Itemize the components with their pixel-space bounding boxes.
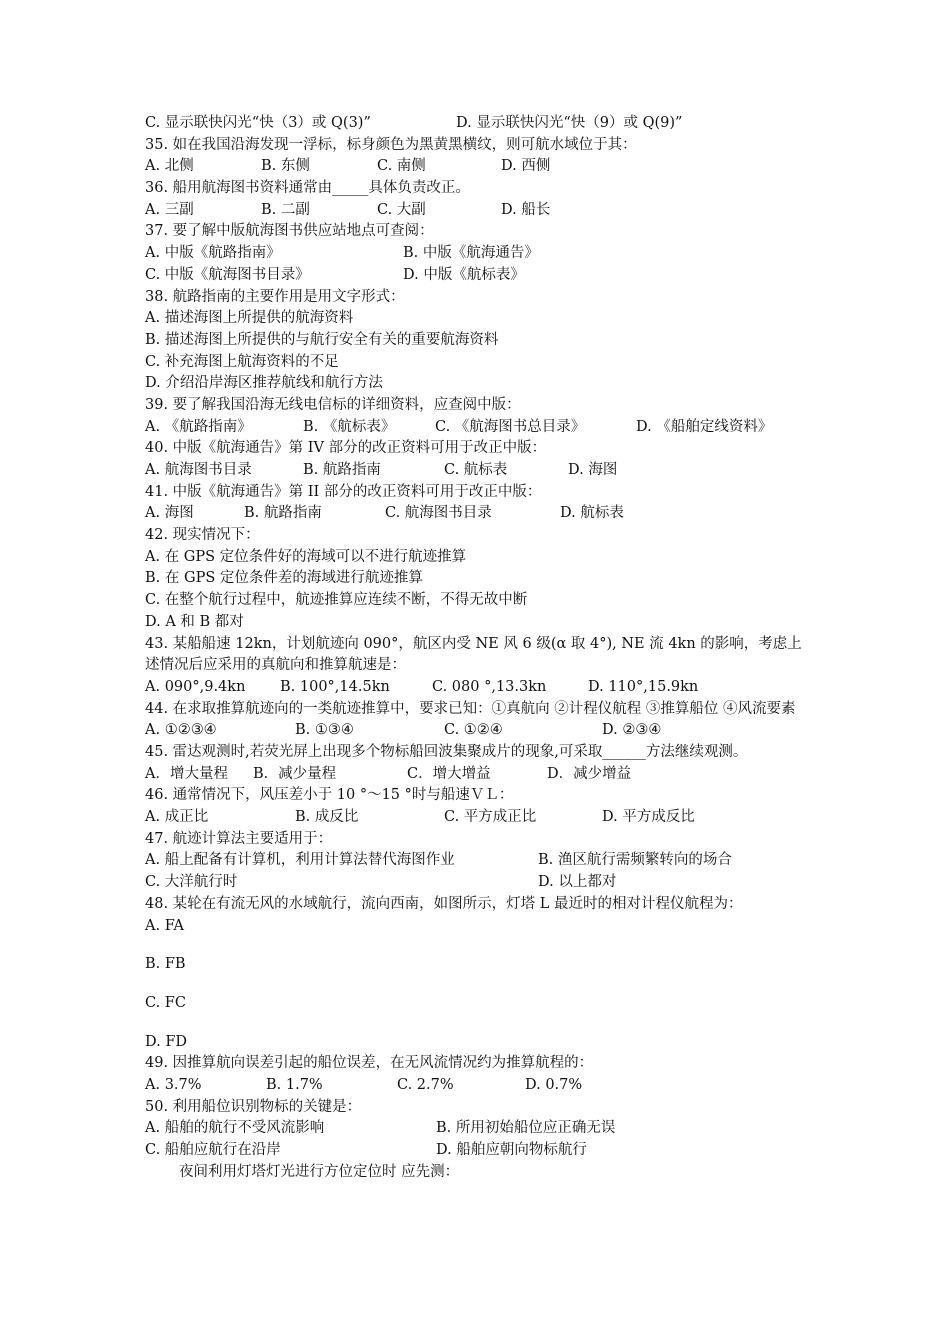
option-d: D. 中版《航标表》 <box>403 266 525 283</box>
option-d: D. FD <box>145 1033 188 1050</box>
option-a: A. ①②③④ <box>145 722 217 739</box>
option-b: B. 中版《航海通告》 <box>403 245 539 262</box>
option-d: D. ②③④ <box>602 722 662 739</box>
question-39-options <box>145 417 815 439</box>
option-c: C. 大副 <box>377 201 426 218</box>
option-c: C. 航海图书目录 <box>385 505 492 522</box>
option-a: A. 船上配备有计算机，利用计算法替代海图作业 <box>145 852 455 869</box>
option-b: B. FB <box>145 956 186 973</box>
question-34-options <box>145 113 815 135</box>
question-47-options-row2 <box>145 872 815 894</box>
option-a: A. 在 GPS 定位条件好的海域可以不进行航迹推算 <box>145 548 467 565</box>
option-b: B. 描述海图上所提供的与航行安全有关的重要航海资料 <box>145 331 499 348</box>
option-d: D. 西侧 <box>501 158 551 175</box>
option-d: D. 介绍沿岸海区推荐航线和航行方法 <box>145 375 383 392</box>
option-d: D. A 和 B 都对 <box>145 613 244 630</box>
question-42: 42. 现实情况下： <box>145 527 260 544</box>
option-b: B. 100°,14.5kn <box>280 678 390 695</box>
question-44-options <box>145 720 815 742</box>
question-44: 44. 在求取推算航迹向的一类航迹推算中，要求已知：①真航向 ②计程仪航程 ③推算船位 ④风流要素 <box>145 700 796 717</box>
question-35-options <box>145 156 815 178</box>
question-48: 48. 某轮在有流无风的水域航行，流向西南，如图所示，灯塔 L 最近时的相对计程仪航程为： <box>145 895 743 912</box>
question-49-options <box>145 1075 815 1097</box>
option-d: D. 以上都对 <box>538 874 617 891</box>
option-a: A. 中版《航路指南》 <box>145 245 281 262</box>
option-b: B. 东侧 <box>261 158 310 175</box>
option-b: B. 二副 <box>261 201 310 218</box>
question-50: 50. 利用船位识别物标的关键是： <box>145 1098 362 1115</box>
question-47: 47. 航迹计算法主要适用于： <box>145 830 333 847</box>
question-50-options-row2 <box>145 1140 815 1162</box>
option-c: C. 《航海图书总目录》 <box>435 418 586 435</box>
question-43: 43. 某船船速 12kn，计划航迹向 090°，航区内受 NE 风 6 级(α 取 4°), NE 流 4kn 的影响，考虑上述情况后应采用的真航向和推算航速是： <box>145 635 802 674</box>
option-d: D. 平方成反比 <box>602 809 695 826</box>
option-c: C. FC <box>145 994 186 1011</box>
question-37-options-row1 <box>145 243 815 265</box>
option-c: C. 船舶应航行在沿岸 <box>145 1142 281 1158</box>
question-40: 40. 中版《航海通告》第 IV 部分的改正资料可用于改正中版： <box>145 440 547 457</box>
question-41-options <box>145 503 815 525</box>
option-c: C. 南侧 <box>377 158 426 175</box>
option-d: D. 海图 <box>568 462 618 478</box>
option-c: C. 2.7% <box>397 1076 454 1093</box>
option-b: B. 航路指南 <box>244 505 322 522</box>
question-37: 37. 要了解中版航海图书供应站地点可查阅： <box>145 223 434 240</box>
trailing-question: 夜间利用灯塔灯光进行方位定位时 应先测： <box>179 1163 460 1180</box>
option-c: C. 080 °,13.3kn <box>432 678 547 695</box>
option-d: D. 0.7% <box>525 1076 583 1093</box>
option-b: B. ①③④ <box>295 722 354 739</box>
question-43-options <box>145 677 815 699</box>
option-c: C. 显示联快闪光“快（3）或 Q(3)” <box>145 115 371 131</box>
option-c: C. 中版《航海图书目录》 <box>145 266 310 283</box>
question-39: 39. 要了解我国沿海无线电信标的详细资料，应查阅中版： <box>145 396 521 413</box>
question-47-options-row1 <box>145 850 815 872</box>
option-b: B. 1.7% <box>266 1076 323 1093</box>
question-35: 35. 如在我国沿海发现一浮标，标身颜色为黑黄黑横纹，则可航水域位于其： <box>145 136 637 153</box>
option-d: D．减少增益 <box>547 765 632 782</box>
option-a: A. 描述海图上所提供的航海资料 <box>145 310 354 327</box>
option-b: B. 所用初始船位应正确无误 <box>436 1120 616 1137</box>
option-c: C. ①②④ <box>444 722 503 739</box>
option-a: A. 090°,9.4kn <box>145 678 246 695</box>
option-d: D. 船舶应朝向物标航行 <box>436 1142 587 1158</box>
option-a: A. 三副 <box>145 201 194 218</box>
option-a: A. 成正比 <box>145 809 209 826</box>
question-36-options <box>145 200 815 222</box>
option-c: C. 在整个航行过程中，航迹推算应连续不断，不得无故中断 <box>145 592 528 609</box>
option-d: D. 航标表 <box>560 505 624 522</box>
option-b: B. 航路指南 <box>303 462 381 478</box>
question-49: 49. 因推算航向误差引起的船位误差，在无风流情况约为推算航程的： <box>145 1055 594 1072</box>
option-b: B. 渔区航行需频繁转向的场合 <box>538 852 732 869</box>
option-a: A．增大量程 <box>145 765 228 782</box>
option-c: C. 航标表 <box>444 462 508 478</box>
option-d: D. 船长 <box>501 201 551 218</box>
question-38: 38. 航路指南的主要作用是用文字形式： <box>145 288 405 305</box>
blank-gap <box>145 1015 815 1032</box>
option-a: A. 《航路指南》 <box>145 418 252 435</box>
question-45: 45. 雷达观测时,若荧光屏上出现多个物标船回波集聚成片的现象,可采取______方法继续观测。 <box>145 743 748 760</box>
question-50-options-row1 <box>145 1118 815 1140</box>
question-36: 36. 船用航海图书资料通常由_____具体负责改正。 <box>145 180 470 197</box>
option-b: B．减少量程 <box>253 765 337 782</box>
option-c: C. 平方成正比 <box>444 809 537 826</box>
option-a: A. 3.7% <box>145 1076 202 1093</box>
question-45-options <box>145 764 815 786</box>
option-a: A. 航海图书目录 <box>145 462 252 478</box>
option-d: D. 显示联快闪光“快（9）或 Q(9)” <box>456 115 683 131</box>
blank-gap <box>145 976 815 993</box>
question-41: 41. 中版《航海通告》第 II 部分的改正资料可用于改正中版： <box>145 483 542 500</box>
option-a: A. 海图 <box>145 505 194 522</box>
question-46: 46. 通常情况下，风压差小于 10 °～15 °时与船速ＶＬ： <box>145 787 514 804</box>
option-a: A. 船舶的航行不受风流影响 <box>145 1120 325 1137</box>
document-page <box>145 113 815 1183</box>
option-b: B. 《航标表》 <box>303 418 396 435</box>
question-40-options <box>145 460 815 482</box>
option-c: C. 大洋航行时 <box>145 874 238 891</box>
option-a: A. FA <box>145 917 184 934</box>
blank-gap <box>145 937 815 954</box>
question-46-options <box>145 807 815 829</box>
option-d: D. 110°,15.9kn <box>588 678 699 695</box>
option-d: D. 《船舶定线资料》 <box>636 418 773 435</box>
option-b: B. 成反比 <box>295 809 359 826</box>
option-a: A. 北侧 <box>145 158 194 175</box>
option-b: B. 在 GPS 定位条件差的海域进行航迹推算 <box>145 570 423 587</box>
option-c: C. 补充海图上航海资料的不足 <box>145 353 339 370</box>
question-37-options-row2 <box>145 265 815 287</box>
option-c: C．增大增益 <box>407 765 491 782</box>
